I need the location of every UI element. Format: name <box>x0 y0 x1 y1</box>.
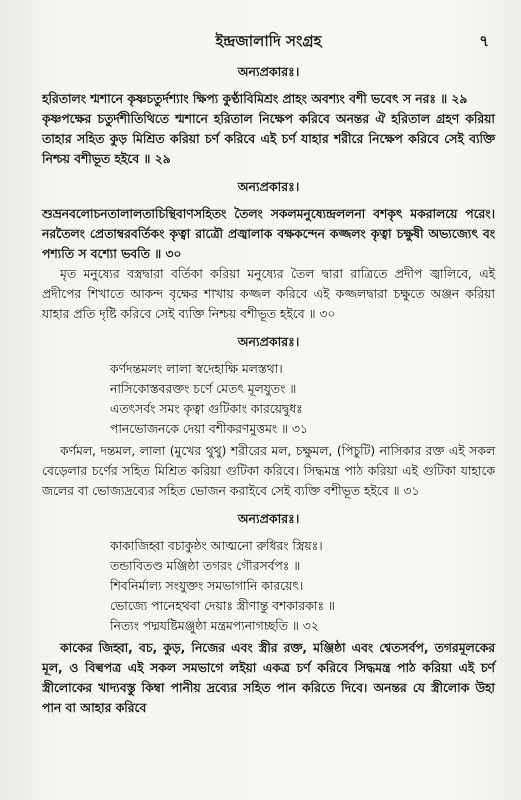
section-heading: অন্যপ্রকারঃ। <box>237 511 300 526</box>
bengali-paragraph: কর্ণমল, দন্তমল, লালা (মুখের থুথু) শরীরের মল, চক্ষুমল, (পিচুটি) নাসিকার রক্ত এই সকল বেড়েলার চর্ণের সহিত মিশ্রিত করিয়া গুটিকা করিবে। সিদ্ধমন্ত্র পাঠ করিয়া এই গুটিকা যাহাকে জলের বা ভোজ্যদ্রব্যের সহিত ভোজন করাইবে সেই ব্যক্তি বশীভূত হইবে ॥ ৩১ <box>42 444 495 498</box>
verse-block <box>110 359 495 439</box>
verse-line: নিত্যং পদ্মযষ্টিমঞ্জুষ্ঠা মন্ত্রমপ্যনাগচ্ছতি ॥ ৩২ <box>110 619 319 633</box>
bengali-paragraph: কাকের জিহ্বা, বচ, কুড়, নিজের এবং স্ত্রীর রক্ত, মঞ্জিষ্ঠা এবং শ্বেতসর্বপ, তগরমূলকের মূল, ও বিল্বপত্র এই সকল সমভাগে লইয়া একত্র চর্ণ করিবে সিদ্ধমন্ত্র পাঠ করিয়া এই চর্ণ স্ত্রীলোকের খাদ্যবস্তু কিম্বা পানীয় দ্রব্যের সহিত পান করিতে দিবে। অনন্তর যে স্ত্রীলোক উহা পান বা আহার করিবে <box>42 641 495 715</box>
verse-line: নাসিকোস্তবরক্তং চর্ণে মেতৎ মূলযুতং ॥ <box>110 382 297 396</box>
sanskrit-paragraph: শুভ্রনবলোচনতালালতাচিন্থিবাণসহিতং তৈলং সকলমনুষ্যেন্দ্রললনা বশকৃৎ মকরালয়ে পরেং। নরতৈলং প্রেতাম্বরবর্তিকং কৃত্বা রাত্রৌ প্রজ্বালাক বক্ষকন্দেন কজ্জলং কৃত্বা চক্ষুষী অভ্যজ্যেৎ বং পশ্যতি স বশ্যো ভবতি ॥ ৩০ <box>42 207 495 261</box>
verse-line: কাকাজিহ্বা বচাকুষ্ঠং আত্মনো রুধিরং স্ত্রিয়ঃ। <box>110 539 323 553</box>
verse-block <box>110 536 495 636</box>
verse-line: এতৎসর্বং সমং কৃত্বা গুটিকাং কারয়েদ্বুধঃ <box>110 402 303 416</box>
section-heading: অন্যপ্রকারঃ। <box>237 64 300 79</box>
sanskrit-paragraph: হরিতালং শ্মশানে কৃষ্ণচতুর্দশ্যাং ক্ষিপ্য কুর্ণ্ঠাবিমিশ্রং প্রাহং অবশ্যং বশী ভবেৎ স নরঃ ॥ ২৯ <box>42 92 468 106</box>
section-heading: অন্যপ্রকারঃ। <box>237 334 300 349</box>
verse-line: কর্ণদন্তমলং লালা স্বদেহাক্ষি মলস্তথা। <box>110 362 283 376</box>
bengali-paragraph: মৃত মনুষ্যের বস্ত্রদ্বারা বর্তিকা করিয়া মনুষ্যের তৈল দ্বারা রাত্রিতে প্রদীপ জ্বালিবে, এই প্রদীপের শিখাতে আকন্দ বৃক্ষের শাখায় কজ্জল করিবে এই কজ্জলদ্বারা চক্ষুতে অঞ্জন করিয়া যাহার প্রতি দৃষ্টি করিবে সেই ব্যক্তি নিশ্চয় বশীভূত হইবে ॥ ৩০ <box>42 267 495 321</box>
verse-line: পানভোজনকে দেয়া বশীকরণমুত্তমং ॥ ৩১ <box>110 422 308 436</box>
verse-line: ভোজ্যে পানেহথবা দেয়াঃ স্ত্রীণান্তু বশকারকাঃ ॥ <box>110 599 335 613</box>
bengali-paragraph: কৃষ্ণপক্ষের চতুর্দশীতিথিতে শ্মশানে হরিতাল নিক্ষেপ করিবে অনন্তর ঐ হরিতাল গ্রহণ করিয়া তাহার সহিত কুড় মিশ্রিত করিয়া চর্ণ করিবে এই চর্ণ যাহার শরীরে নিক্ষেপ করিবে সেই ব্যক্তি নিশ্চয় বশীভূত হইবে ॥ ২৯ <box>42 112 495 166</box>
running-title: ইন্দ্রজালাদি সংগ্রহ <box>215 32 322 50</box>
page-number: ৭ <box>479 32 489 50</box>
verse-line: শিবনির্মাল্য সংযুক্তং সমভাগানি কারয়েৎ। <box>110 579 304 593</box>
section-heading: অন্যপ্রকারঃ। <box>237 179 300 194</box>
verse-line: তন্ডাবিতণ্ড মঞ্জিষ্ঠা তগরং গৌরসর্বপঃ ॥ <box>110 559 301 573</box>
page-header <box>42 30 495 56</box>
